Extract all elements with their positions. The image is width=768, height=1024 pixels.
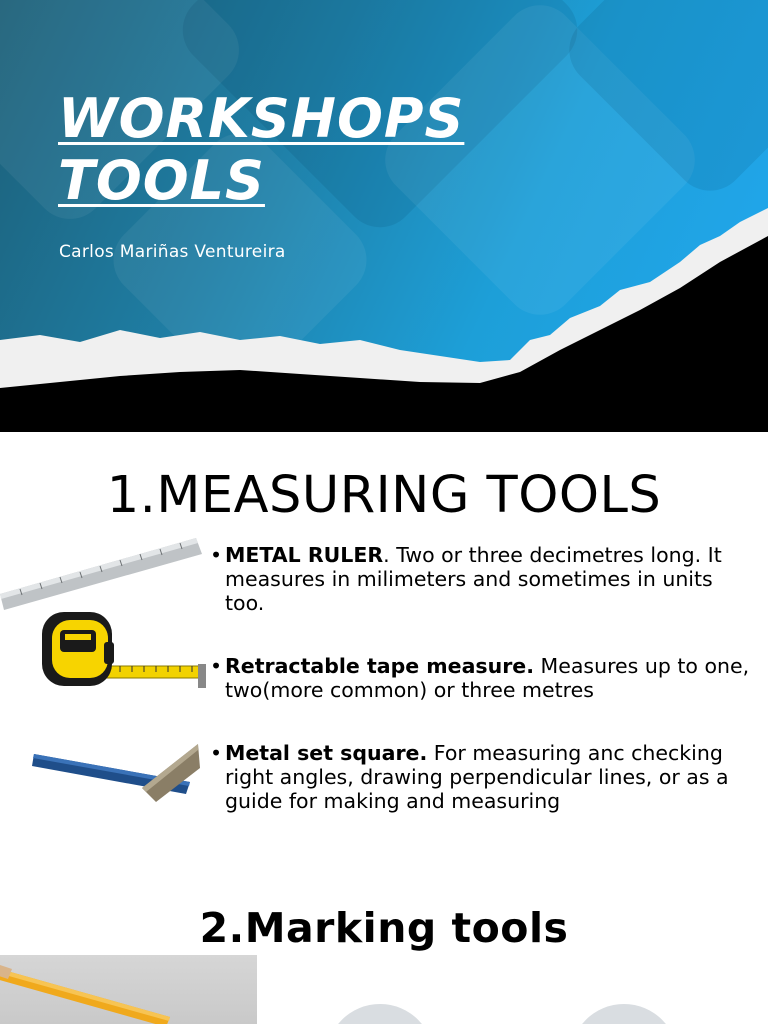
bullet: • [210, 654, 223, 678]
torn-paper-edge [0, 0, 768, 432]
title-line-1: WORKSHOPS [58, 87, 465, 150]
pencil-image [0, 955, 257, 1024]
author-name: Carlos Mariñas Ventureira [59, 242, 286, 262]
list-item-set-square [210, 741, 750, 813]
tool-thumbnail-circle [326, 1004, 434, 1024]
set-square-image [30, 738, 202, 804]
tape-measure-image [38, 606, 208, 722]
section-heading-measuring: 1.MEASURING TOOLS [106, 466, 662, 525]
item-description: For measuring anc checking right angles, drawing perpendicular lines, or as a guide for making and measuring [225, 741, 729, 813]
list-item-tape-measure [210, 654, 750, 702]
bullet: • [210, 741, 223, 765]
metal-ruler-image [0, 532, 205, 612]
item-name: METAL RULER [225, 543, 384, 567]
tool-thumbnail-circle [570, 1004, 678, 1024]
title-line-2: TOOLS [58, 149, 265, 212]
list-item-metal-ruler [210, 543, 750, 615]
section-heading-marking: 2.Marking tools [199, 904, 569, 952]
presentation-title [58, 88, 518, 212]
title-slide [0, 0, 768, 432]
item-description: Measures up to one, two(more common) or three metres [225, 654, 750, 702]
bullet: • [210, 543, 223, 567]
item-name: Metal set square. [225, 741, 428, 765]
item-name: Retractable tape measure. [225, 654, 535, 678]
item-description: . Two or three decimetres long. It measures in milimeters and sometimes in units too. [225, 543, 722, 615]
